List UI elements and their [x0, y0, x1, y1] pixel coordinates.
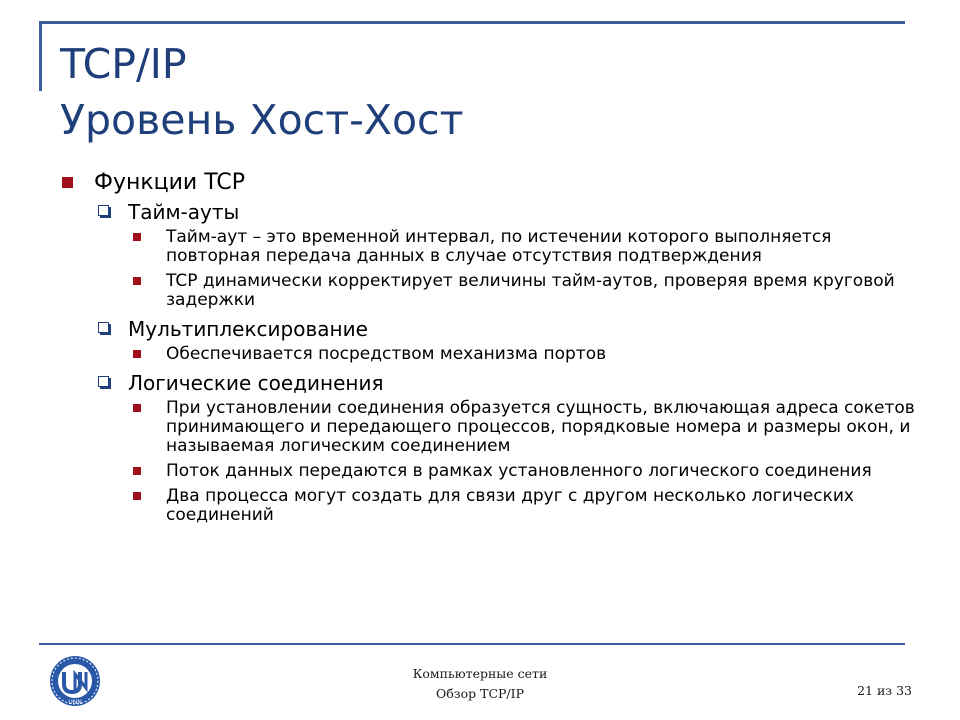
bullet-text: Тайм-ауты [128, 200, 240, 224]
square-bullet-icon [133, 404, 141, 412]
bullet-level3 [62, 345, 922, 364]
bullet-level2 [62, 199, 922, 225]
bullet-level3 [62, 228, 922, 266]
bullet-text: Два процесса могут создать для связи друг с другом несколько логических соединений [166, 486, 854, 525]
bullet-level3 [62, 399, 922, 456]
hollow-square-bullet-icon [98, 205, 109, 216]
logo-text: UNN [68, 699, 82, 706]
bullet-level3 [62, 487, 922, 525]
hollow-square-bullet-icon [98, 322, 109, 333]
bullet-level2 [62, 316, 922, 342]
university-logo-icon [48, 654, 102, 708]
bullet-text: Логические соединения [128, 371, 384, 395]
square-bullet-icon [133, 492, 141, 500]
bullet-level2 [62, 370, 922, 396]
footer-center [380, 664, 580, 704]
title-line-1: TCP/IP [60, 40, 187, 88]
bullet-text: Поток данных передаются в рамках установленного логического соединения [166, 461, 872, 481]
bullet-text: Мультиплексирование [128, 317, 368, 341]
bullet-text: Тайм-аут – это временной интервал, по истечении которого выполняется повторная передача данных в случае отсутствия подтверждения [166, 227, 832, 266]
bullet-text: Обеспечивается посредством механизма портов [166, 344, 607, 364]
bullet-text: Функции TCP [94, 170, 245, 195]
hollow-square-bullet-icon [98, 376, 109, 387]
slide-title [60, 36, 463, 148]
square-bullet-icon [133, 277, 141, 285]
bullet-level1 [62, 168, 922, 197]
bullet-text: TCP динамически корректирует величины тайм-аутов, проверяя время круговой задержки [166, 271, 895, 310]
square-bullet-icon [133, 233, 141, 241]
page-number: 21 из 33 [857, 683, 912, 698]
title-line-2: Уровень Хост-Хост [60, 96, 464, 144]
frame-top-line [39, 21, 905, 24]
square-bullet-icon [133, 350, 141, 358]
footer-course: Компьютерные сети [412, 666, 548, 681]
bullet-level3 [62, 462, 922, 481]
frame-bottom-line [39, 643, 905, 645]
frame-left-line [39, 21, 42, 91]
square-bullet-icon [133, 467, 141, 475]
bullet-level3 [62, 272, 922, 310]
footer-topic: Обзор TCP/IP [436, 686, 524, 701]
square-bullet-icon [62, 177, 73, 188]
slide-content [62, 168, 922, 531]
bullet-text: При установлении соединения образуется сущность, включающая адреса сокетов принимающего и передающего процессов, порядковые номера и размеры окон, и называемая логическим соединением [166, 398, 915, 456]
